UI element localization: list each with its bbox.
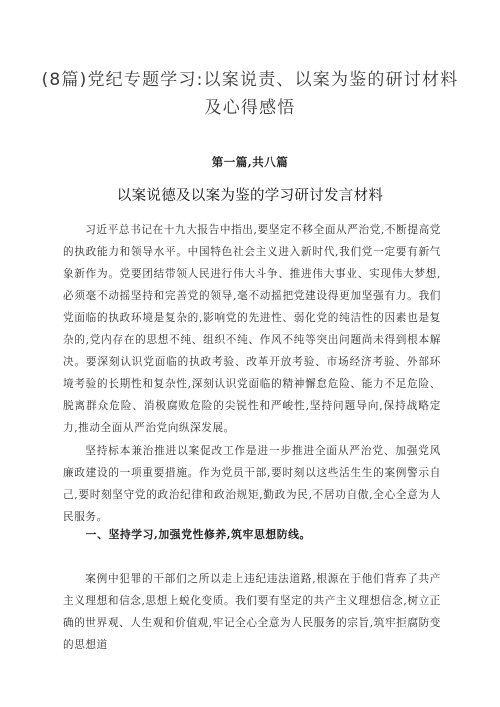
- document-title: (8篇)党纪专题学习:以案说责、以案为鉴的研讨材料及心得感悟: [41, 70, 459, 118]
- section-label: 第一篇,共八篇: [211, 155, 289, 169]
- body-paragraph-3: 案例中犯罪的干部们之所以走上违纪违法道路,根源在于他们背弃了共产主义理想和信念,思想上蜕化变质。我们要有坚定的共产主义理想信念,树立正确的世界观、人生观和价值观,牢记全心全意为人民服务的宗旨,筑牢拒腐防变的思想道: [63, 573, 441, 651]
- section-heading-1: 一、坚持学习,加强党性修养,筑牢思想防线。: [85, 528, 311, 541]
- body-paragraph-2: 坚持标本兼治推进以案促改工作是进一步推进全面从严治党、加强党风廉政建设的一项重要措施。作为党员干部,要时刻以这些活生生的案例警示自己,要时刻坚守党的政治纪律和政治规矩,勤政为民,不居功自傲,全心全意为人民服务。: [63, 445, 441, 523]
- body-paragraph-1: 习近平总书记在十九大报告中指出,要坚定不移全面从严治党,不断提高党的执政能力和领导水平。中国特色社会主义进入新时代,我们党一定要有新气象新作为。党要团结带领人民进行伟大斗争、推进伟大事业、实现伟大梦想,必须毫不动摇坚持和完善党的领导,毫不动摇把党建设得更加坚强有力。我们党面临的执政环境是复杂的,影响党的先进性、弱化党的纯洁性的因素也是复杂的,党内存在的思想不纯、组织不纯、作风不纯等突出问题尚未得到根本解决。要深刻认识党面临的执政考验、改革开放考验、市场经济考验、外部环境考验的长期性和复杂性,深刻认识党面临的精神懈怠危险、能力不足危险、脱离群众危险、消极腐败危险的尖锐性和严峻性,坚持问题导向,保持战略定力,推动全面从严治党向纵深发展。: [63, 224, 441, 434]
- article-title: 以案说德及以案为鉴的学习研讨发言材料: [116, 188, 384, 204]
